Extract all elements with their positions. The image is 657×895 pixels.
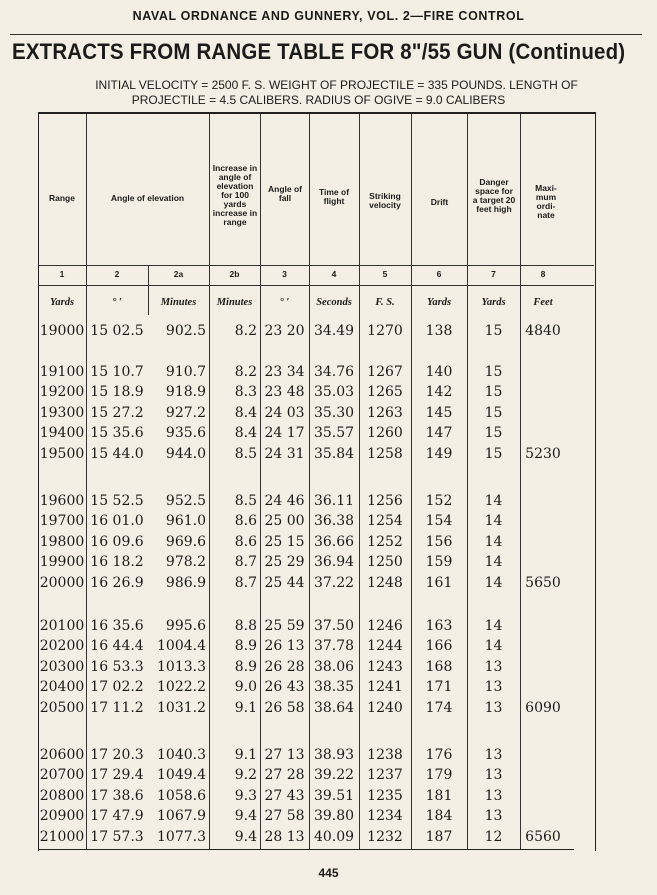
unit-label: Yards: [426, 297, 452, 308]
cell-elevation-min: 1077.3: [157, 828, 206, 845]
cell-increase: 9.0: [234, 679, 257, 696]
cell-striking-velocity: 1246: [367, 618, 403, 634]
table-row: [0, 573, 657, 593]
cell-max-ordinate: 5230: [525, 445, 561, 462]
cell-time-of-flight: 36.66: [313, 533, 355, 550]
header-maximum-ordinate: Maxi- mum ordi- nate: [535, 183, 557, 220]
cell-danger-space: 15: [484, 404, 503, 421]
cell-max-ordinate: 4840: [525, 323, 561, 339]
cell-angle-of-fall: 25 15: [264, 533, 305, 550]
cell-elevation-min: 995.6: [165, 618, 206, 634]
cell-time-of-flight: 37.50: [313, 618, 355, 634]
cell-increase: 8.5: [234, 445, 257, 462]
unit-label: Seconds: [316, 297, 352, 308]
table-row: [0, 321, 657, 341]
cell-increase: 8.2: [234, 364, 257, 380]
cell-danger-space: 14: [484, 533, 503, 550]
cell-elevation-min: 952.5: [165, 493, 206, 509]
column-number: 8: [540, 269, 546, 279]
cell-angle-of-fall: 25 00: [264, 513, 305, 530]
cell-drift: 159: [425, 554, 453, 571]
cell-striking-velocity: 1256: [367, 493, 403, 509]
table-row: [0, 552, 657, 572]
cell-angle-of-fall: 25 44: [264, 574, 305, 591]
cell-danger-space: 13: [484, 747, 503, 763]
table-row: [0, 636, 657, 656]
cell-elevation-deg: 15 35.6: [90, 425, 144, 442]
cell-range: 19000: [39, 323, 85, 339]
cell-range: 19900: [39, 554, 85, 571]
cell-angle-of-fall: 26 58: [264, 699, 305, 716]
cell-elevation-min: 1013.3: [157, 658, 206, 675]
cell-angle-of-fall: 28 13: [264, 828, 305, 845]
table-bottom-rule: [38, 849, 574, 850]
cell-danger-space: 14: [484, 638, 503, 655]
cell-max-ordinate: 5650: [525, 574, 561, 591]
table-row: [0, 616, 657, 636]
cell-danger-space: 13: [484, 679, 503, 696]
cell-angle-of-fall: 26 28: [264, 658, 305, 675]
cell-elevation-deg: 16 44.4: [90, 638, 144, 655]
table-frame: [38, 112, 596, 851]
cell-drift: 174: [425, 699, 453, 716]
cell-range: 19400: [39, 425, 85, 442]
column-number: 3: [282, 269, 287, 279]
cell-danger-space: 15: [484, 364, 503, 380]
column-number: 2b: [229, 269, 240, 279]
cell-angle-of-fall: 24 46: [264, 493, 305, 509]
cell-elevation-deg: 16 26.9: [90, 574, 144, 591]
cell-elevation-min: 1058.6: [157, 787, 206, 804]
header-rule: [10, 34, 642, 35]
cell-elevation-deg: 17 20.3: [90, 747, 144, 763]
header-striking-velocity: Striking velocity: [369, 191, 401, 210]
cell-angle-of-fall: 25 29: [264, 554, 305, 571]
unit-label: F. S.: [375, 297, 395, 308]
cell-elevation-min: 910.7: [165, 364, 206, 380]
cell-time-of-flight: 37.78: [313, 638, 355, 655]
cell-elevation-deg: 15 27.2: [90, 404, 144, 421]
cell-range: 19800: [39, 533, 85, 550]
cell-range: 20400: [39, 679, 85, 696]
cell-drift: 179: [425, 767, 453, 784]
cell-elevation-deg: 17 02.2: [90, 679, 144, 696]
cell-striking-velocity: 1240: [367, 699, 403, 716]
cell-time-of-flight: 38.35: [313, 679, 355, 696]
column-divider: [359, 114, 360, 849]
unit-label: Yards: [49, 297, 75, 308]
cell-drift: 142: [425, 384, 453, 401]
cell-drift: 154: [425, 513, 453, 530]
header-angle-of-fall: Angle of fall: [268, 184, 302, 203]
cell-elevation-min: 1031.2: [157, 699, 206, 716]
cell-danger-space: 15: [484, 425, 503, 442]
cell-elevation-deg: 16 09.6: [90, 533, 144, 550]
cell-striking-velocity: 1232: [367, 828, 403, 845]
cell-danger-space: 14: [484, 513, 503, 530]
cell-max-ordinate: 6090: [525, 699, 561, 716]
cell-elevation-min: 927.2: [165, 404, 206, 421]
cell-striking-velocity: 1260: [367, 425, 403, 442]
cell-drift: 166: [425, 638, 453, 655]
cell-time-of-flight: 36.94: [313, 554, 355, 571]
cell-increase: 8.8: [234, 618, 257, 634]
table-row: [0, 677, 657, 697]
cell-angle-of-fall: 27 13: [264, 747, 305, 763]
column-number: 2a: [173, 269, 184, 279]
header-increase-in-elevation: Increase in angle of elevation for 100 yards increase in range: [212, 163, 258, 227]
cell-increase: 8.6: [234, 513, 257, 530]
cell-danger-space: 15: [484, 323, 503, 339]
cell-increase: 9.4: [234, 828, 257, 845]
subtitle-line-2: PROJECTILE = 4.5 CALIBERS. RADIUS OF OGIVE = 9.0 CALIBERS: [131, 93, 506, 107]
cell-range: 20900: [39, 808, 85, 825]
table-row: [0, 403, 657, 423]
cell-striking-velocity: 1235: [367, 787, 403, 804]
cell-danger-space: 13: [484, 658, 503, 675]
cell-danger-space: 14: [484, 574, 503, 591]
header-number-rule: [38, 265, 594, 266]
header-drift: Drift: [430, 197, 449, 207]
cell-elevation-min: 935.6: [165, 425, 206, 442]
cell-drift: 168: [425, 658, 453, 675]
cell-elevation-min: 961.0: [165, 513, 206, 530]
cell-max-ordinate: 6560: [525, 828, 561, 845]
unit-label: Minutes: [160, 297, 197, 308]
column-number: 2: [114, 269, 120, 279]
column-number: 6: [436, 269, 442, 279]
cell-danger-space: 14: [484, 493, 503, 509]
cell-increase: 9.3: [234, 787, 257, 804]
cell-elevation-min: 969.6: [165, 533, 206, 550]
cell-elevation-deg: 17 38.6: [90, 787, 144, 804]
cell-range: 19500: [39, 445, 85, 462]
cell-range: 20000: [39, 574, 85, 591]
cell-increase: 8.3: [234, 384, 257, 401]
cell-angle-of-fall: 24 03: [264, 404, 305, 421]
cell-elevation-min: 1049.4: [157, 767, 206, 784]
unit-label: Minutes: [216, 297, 253, 308]
cell-drift: 161: [425, 574, 453, 591]
cell-range: 19700: [39, 513, 85, 530]
cell-range: 20700: [39, 767, 85, 784]
cell-danger-space: 12: [484, 828, 503, 845]
cell-elevation-deg: 17 57.3: [90, 828, 144, 845]
table-row: [0, 382, 657, 402]
cell-elevation-deg: 16 01.0: [90, 513, 144, 530]
cell-danger-space: 14: [484, 618, 503, 634]
cell-range: 19200: [39, 384, 85, 401]
cell-time-of-flight: 40.09: [313, 828, 355, 845]
cell-striking-velocity: 1244: [367, 638, 403, 655]
cell-range: 21000: [39, 828, 85, 845]
cell-drift: 156: [425, 533, 453, 550]
cell-elevation-min: 902.5: [165, 323, 206, 339]
cell-drift: 145: [425, 404, 453, 421]
cell-danger-space: 15: [484, 445, 503, 462]
cell-elevation-min: 978.2: [165, 554, 206, 571]
column-divider: [260, 114, 261, 849]
cell-striking-velocity: 1238: [367, 747, 403, 763]
cell-striking-velocity: 1267: [367, 364, 403, 380]
cell-time-of-flight: 38.06: [313, 658, 355, 675]
cell-time-of-flight: 35.30: [313, 404, 355, 421]
cell-striking-velocity: 1234: [367, 808, 403, 825]
table-row: [0, 444, 657, 464]
cell-angle-of-fall: 27 28: [264, 767, 305, 784]
column-divider: [309, 114, 310, 849]
cell-danger-space: 13: [484, 767, 503, 784]
cell-angle-of-fall: 27 43: [264, 787, 305, 804]
cell-time-of-flight: 34.49: [313, 323, 355, 339]
cell-elevation-min: 1004.4: [157, 638, 206, 655]
cell-increase: 9.4: [234, 808, 257, 825]
table-row: [0, 491, 657, 511]
header-danger-space: Danger space for a target 20 feet high: [472, 177, 516, 214]
cell-range: 20600: [39, 747, 85, 763]
column-divider: [411, 114, 412, 849]
cell-striking-velocity: 1237: [367, 767, 403, 784]
cell-time-of-flight: 38.64: [313, 699, 355, 716]
cell-increase: 9.1: [234, 699, 257, 716]
cell-elevation-min: 986.9: [165, 574, 206, 591]
cell-range: 19600: [39, 493, 85, 509]
cell-drift: 138: [425, 323, 453, 339]
cell-striking-velocity: 1254: [367, 513, 403, 530]
cell-striking-velocity: 1265: [367, 384, 403, 401]
cell-striking-velocity: 1270: [367, 323, 403, 339]
cell-angle-of-fall: 27 58: [264, 808, 305, 825]
unit-label: ° ′: [279, 297, 290, 308]
table-row: [0, 362, 657, 382]
cell-danger-space: 15: [484, 384, 503, 401]
cell-increase: 8.7: [234, 574, 257, 591]
cell-range: 20200: [39, 638, 85, 655]
cell-drift: 149: [425, 445, 453, 462]
column-number: 1: [59, 269, 65, 279]
table-row: [0, 745, 657, 765]
cell-elevation-deg: 15 10.7: [90, 364, 144, 380]
table-row: [0, 806, 657, 826]
cell-elevation-deg: 17 47.9: [90, 808, 144, 825]
cell-time-of-flight: 39.51: [313, 787, 355, 804]
page-number: 445: [318, 866, 339, 880]
column-divider: [520, 114, 521, 849]
cell-elevation-min: 1067.9: [157, 808, 206, 825]
cell-drift: 171: [425, 679, 453, 696]
cell-increase: 9.2: [234, 767, 257, 784]
cell-angle-of-fall: 26 13: [264, 638, 305, 655]
cell-elevation-deg: 17 11.2: [90, 699, 144, 716]
cell-striking-velocity: 1243: [367, 658, 403, 675]
table-row: [0, 657, 657, 677]
cell-drift: 184: [425, 808, 453, 825]
cell-danger-space: 13: [484, 808, 503, 825]
cell-time-of-flight: 35.03: [313, 384, 355, 401]
cell-range: 20100: [39, 618, 85, 634]
cell-range: 20500: [39, 699, 85, 716]
cell-angle-of-fall: 24 31: [264, 445, 305, 462]
cell-drift: 187: [425, 828, 453, 845]
unit-label: Feet: [533, 297, 553, 308]
cell-range: 19300: [39, 404, 85, 421]
cell-increase: 8.4: [234, 425, 257, 442]
cell-elevation-min: 1022.2: [157, 679, 206, 696]
cell-elevation-deg: 15 44.0: [90, 445, 144, 462]
cell-angle-of-fall: 23 20: [264, 323, 305, 339]
cell-elevation-deg: 15 52.5: [90, 493, 144, 509]
header-angle-of-elevation: Angle of elevation: [110, 193, 185, 203]
cell-increase: 8.5: [234, 493, 257, 509]
cell-danger-space: 14: [484, 554, 503, 571]
cell-range: 20300: [39, 658, 85, 675]
unit-label: ° ′: [112, 297, 122, 308]
cell-angle-of-fall: 26 43: [264, 679, 305, 696]
cell-drift: 140: [425, 364, 453, 380]
cell-drift: 147: [425, 425, 453, 442]
cell-elevation-min: 944.0: [165, 445, 206, 462]
table-row: [0, 786, 657, 806]
cell-elevation-deg: 17 29.4: [90, 767, 144, 784]
cell-danger-space: 13: [484, 699, 503, 716]
column-number: 4: [331, 269, 337, 279]
cell-angle-of-fall: 24 17: [264, 425, 305, 442]
cell-elevation-deg: 15 18.9: [90, 384, 144, 401]
cell-time-of-flight: 39.22: [313, 767, 355, 784]
cell-angle-of-fall: 23 48: [264, 384, 305, 401]
cell-time-of-flight: 38.93: [313, 747, 355, 763]
cell-time-of-flight: 36.11: [313, 493, 355, 509]
column-divider: [86, 114, 87, 849]
cell-angle-of-fall: 25 59: [264, 618, 305, 634]
header-time-of-flight: Time of flight: [318, 187, 350, 206]
cell-striking-velocity: 1252: [367, 533, 403, 550]
cell-elevation-min: 1040.3: [157, 747, 206, 763]
cell-drift: 181: [425, 787, 453, 804]
cell-time-of-flight: 35.84: [313, 445, 355, 462]
cell-increase: 8.4: [234, 404, 257, 421]
cell-elevation-deg: 16 35.6: [90, 618, 144, 634]
cell-elevation-min: 918.9: [165, 384, 206, 401]
table-row: [0, 698, 657, 718]
table-row: [0, 423, 657, 443]
cell-range: 20800: [39, 787, 85, 804]
cell-time-of-flight: 36.38: [313, 513, 355, 530]
cell-increase: 8.6: [234, 533, 257, 550]
cell-time-of-flight: 35.57: [313, 425, 355, 442]
subtitle-line-1: INITIAL VELOCITY = 2500 F. S. WEIGHT OF PROJECTILE = 335 POUNDS. LENGTH OF: [95, 78, 578, 92]
cell-elevation-deg: 16 18.2: [90, 554, 144, 571]
cell-striking-velocity: 1258: [367, 445, 403, 462]
cell-striking-velocity: 1250: [367, 554, 403, 571]
cell-angle-of-fall: 23 34: [264, 364, 305, 380]
column-number: 7: [491, 269, 496, 279]
table-row: [0, 827, 657, 847]
cell-increase: 9.1: [234, 747, 257, 763]
cell-drift: 152: [425, 493, 453, 509]
cell-time-of-flight: 39.80: [313, 808, 355, 825]
cell-danger-space: 13: [484, 787, 503, 804]
cell-increase: 8.2: [234, 323, 257, 339]
unit-label: Yards: [481, 297, 506, 308]
cell-range: 19100: [39, 364, 85, 380]
cell-increase: 8.7: [234, 554, 257, 571]
cell-drift: 163: [425, 618, 453, 634]
page-title: EXTRACTS FROM RANGE TABLE FOR 8"/55 GUN (Continued): [12, 39, 626, 64]
cell-increase: 8.9: [234, 638, 257, 655]
running-head: NAVAL ORDNANCE AND GUNNERY, VOL. 2—FIRE CONTROL: [132, 9, 525, 23]
table-row: [0, 532, 657, 552]
table-row: [0, 511, 657, 531]
cell-elevation-deg: 16 53.3: [90, 658, 144, 675]
column-divider: [467, 114, 468, 849]
cell-striking-velocity: 1241: [367, 679, 403, 696]
column-number: 5: [382, 269, 388, 279]
cell-time-of-flight: 34.76: [313, 364, 355, 380]
table-row: [0, 765, 657, 785]
header-range: Range: [49, 193, 75, 203]
header-unit-rule: [38, 285, 594, 286]
cell-increase: 8.9: [234, 658, 257, 675]
cell-striking-velocity: 1263: [367, 404, 403, 421]
cell-time-of-flight: 37.22: [313, 574, 355, 591]
cell-drift: 176: [425, 747, 453, 763]
cell-striking-velocity: 1248: [367, 574, 403, 591]
cell-elevation-deg: 15 02.5: [90, 323, 144, 339]
